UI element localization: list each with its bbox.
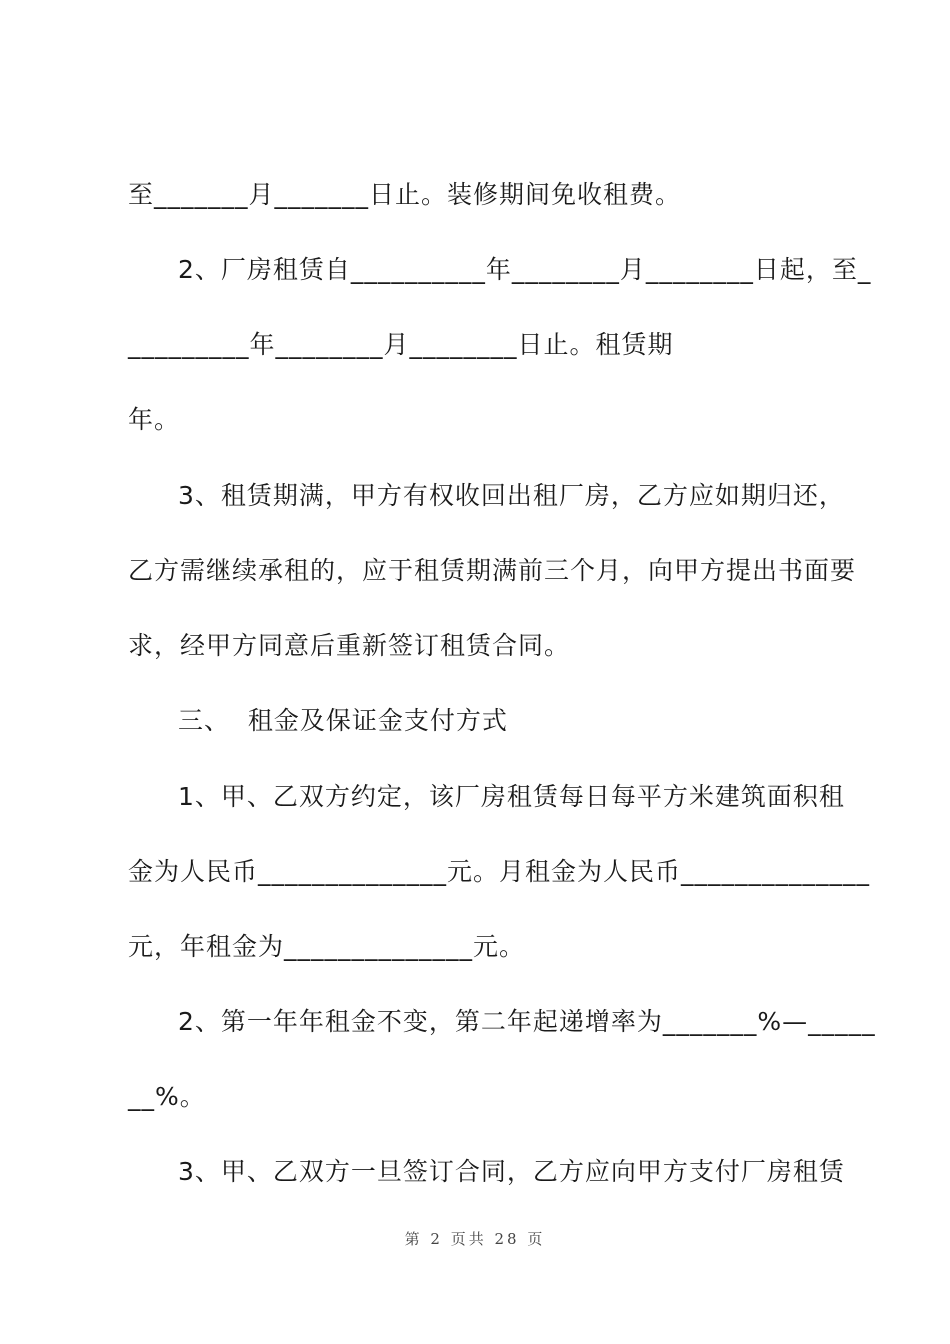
body-line: 3、甲、乙双方一旦签订合同，乙方应向甲方支付厂房租赁 <box>178 1157 845 1186</box>
body-line: 2、厂房租赁自__________年________月________日起，至_ <box>178 255 872 284</box>
body-line: __%。 <box>128 1082 206 1111</box>
body-line: 至_______月_______日止。装修期间免收租费。 <box>128 180 682 209</box>
body-line: 求，经甲方同意后重新签订租赁合同。 <box>128 631 571 660</box>
body-line: 2、第一年年租金不变，第二年起递增率为_______%—_____ <box>178 1007 876 1036</box>
body-line: 金为人民币______________元。月租金为人民币______________ <box>128 857 871 886</box>
body-line: 年。 <box>128 405 181 434</box>
body-line: 乙方需继续承租的，应于租赁期满前三个月，向甲方提出书面要 <box>128 556 857 585</box>
body-line: _________年________月________日止。租赁期 <box>128 330 674 359</box>
body-line: 1、甲、乙双方约定，该厂房租赁每日每平方米建筑面积租 <box>178 782 845 811</box>
page-number-footer: 第 2 页共 28 页 <box>404 1230 546 1248</box>
body-line: 3、租赁期满，甲方有权收回出租厂房，乙方应如期归还， <box>178 481 845 510</box>
body-line: 元，年租金为______________元。 <box>128 932 526 961</box>
section-heading: 三、 租金及保证金支付方式 <box>178 706 508 735</box>
